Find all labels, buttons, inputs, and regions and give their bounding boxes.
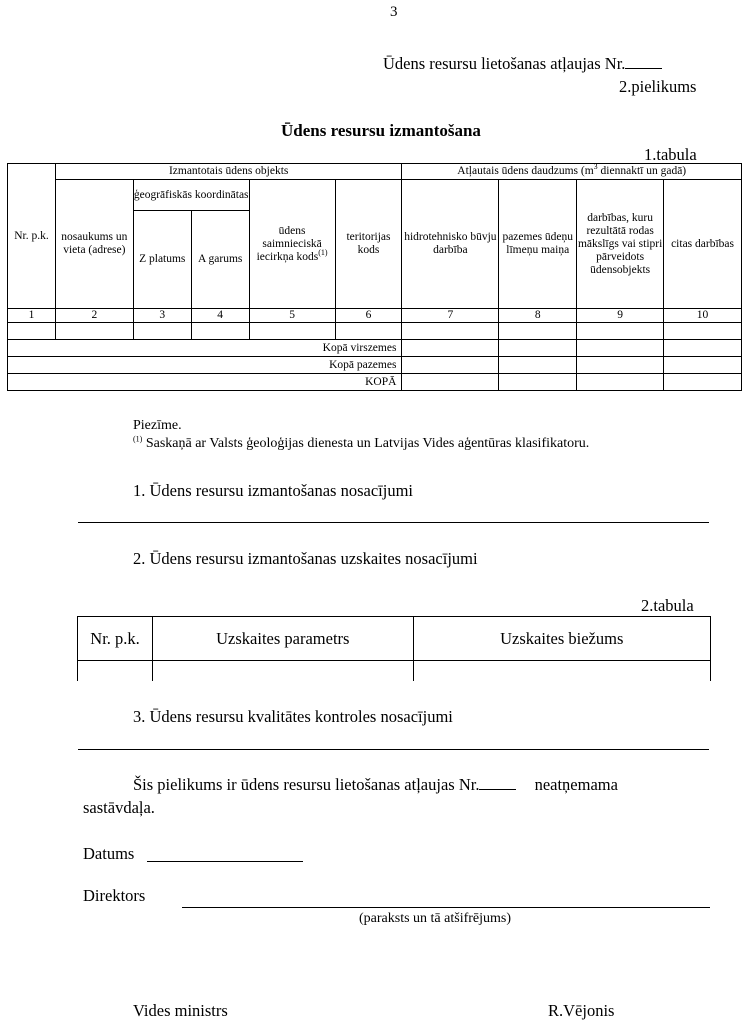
col-header-territory: teritorijas kods xyxy=(335,180,402,309)
col-header-code xyxy=(249,180,335,309)
footnote-text: Saskaņā ar Valsts ģeoloģijas dienesta un Latvijas Vides aģentūras klasifikatoru. xyxy=(142,436,590,451)
metering-table xyxy=(77,616,711,681)
col-header-other: citas darbības xyxy=(664,180,742,309)
footnote xyxy=(133,436,589,452)
table-cell[interactable] xyxy=(413,661,710,681)
table-cell[interactable] xyxy=(664,323,742,340)
section1-entry-line[interactable] xyxy=(78,522,709,523)
amount-prefix: Atļautais ūdens daudzums (m xyxy=(457,165,594,177)
col-header-altered: darbības, kuru rezultātā rodas mākslīgs vai stipri pārveidots ūdensobjekts xyxy=(577,180,664,309)
total-ground-label: Kopā pazemes xyxy=(8,357,402,374)
table-row xyxy=(8,323,742,340)
table-cell[interactable] xyxy=(55,323,133,340)
statement-text-end: neatņemama xyxy=(530,775,618,794)
amount-sup: 3 xyxy=(593,162,598,172)
table-cell[interactable] xyxy=(191,323,249,340)
col-number: 6 xyxy=(335,309,402,323)
col-number: 7 xyxy=(402,309,499,323)
col-number: 4 xyxy=(191,309,249,323)
permit-header-text: Ūdens resursu lietošanas atļaujas Nr. xyxy=(383,54,626,73)
table-cell[interactable] xyxy=(249,323,335,340)
table-cell[interactable] xyxy=(664,357,742,374)
table-cell[interactable] xyxy=(499,357,577,374)
col-header-groundwater: pazemes ūdeņu līmeņu maiņa xyxy=(499,180,577,309)
table-cell[interactable] xyxy=(133,323,191,340)
section3-heading: 3. Ūdens resursu kvalitātes kontroles nosacījumi xyxy=(133,707,453,726)
total-surface-label: Kopā virszemes xyxy=(8,340,402,357)
section3-entry-line[interactable] xyxy=(78,749,709,750)
table-cell[interactable] xyxy=(335,323,402,340)
table-cell[interactable] xyxy=(664,374,742,391)
col-number: 3 xyxy=(133,309,191,323)
col-number: 10 xyxy=(664,309,742,323)
annex-label: 2.pielikums xyxy=(619,77,697,96)
total-row xyxy=(8,340,742,357)
col-header-name: nosaukums un vieta (adrese) xyxy=(55,180,133,309)
table-cell[interactable] xyxy=(577,323,664,340)
col-number: 9 xyxy=(577,309,664,323)
date-field[interactable] xyxy=(147,861,303,862)
statement-line2: sastāvdaļa. xyxy=(83,798,155,817)
table-cell[interactable] xyxy=(402,374,499,391)
date-label: Datums xyxy=(83,844,135,863)
code-sup: (1) xyxy=(318,247,328,257)
col-number: 8 xyxy=(499,309,577,323)
col-header-nr: Nr. p.k. xyxy=(78,617,153,661)
table-cell[interactable] xyxy=(577,340,664,357)
group-header-permitted-amount xyxy=(402,164,742,180)
group-header-water-object: Izmantotais ūdens objekts xyxy=(55,164,402,180)
total-row xyxy=(8,374,742,391)
col-header-frequency: Uzskaites biežums xyxy=(413,617,710,661)
footnote-mark: (1) xyxy=(133,434,143,444)
table-cell[interactable] xyxy=(153,661,413,681)
table-cell[interactable] xyxy=(664,340,742,357)
table-row xyxy=(78,661,711,681)
col-number: 5 xyxy=(249,309,335,323)
water-use-table xyxy=(7,163,742,391)
col-number: 1 xyxy=(8,309,56,323)
signature-caption: (paraksts un tā atšifrējums) xyxy=(359,911,512,926)
minister-name: R.Vējonis xyxy=(548,1001,615,1020)
table-cell[interactable] xyxy=(499,374,577,391)
page-number: 3 xyxy=(390,4,398,20)
table-cell[interactable] xyxy=(402,323,499,340)
col-header-longitude: A garums xyxy=(191,211,249,309)
permit-number-blank[interactable] xyxy=(625,68,662,69)
permit-header-line xyxy=(383,54,662,74)
section1-heading: 1. Ūdens resursu izmantošanas nosacījumi xyxy=(133,481,413,500)
col-number: 2 xyxy=(55,309,133,323)
statement-text: Šis pielikums ir ūdens resursu lietošanas atļaujas Nr. xyxy=(133,775,480,794)
table-cell[interactable] xyxy=(499,323,577,340)
table-cell[interactable] xyxy=(8,323,56,340)
section2-heading: 2. Ūdens resursu izmantošanas uzskaites nosacījumi xyxy=(133,549,478,568)
col-header-parameter: Uzskaites parametrs xyxy=(153,617,413,661)
page-title: Ūdens resursu izmantošana xyxy=(281,121,481,140)
col-header-latitude: Z platums xyxy=(133,211,191,309)
total-label: KOPĀ xyxy=(8,374,402,391)
table-cell[interactable] xyxy=(78,661,153,681)
table-cell[interactable] xyxy=(402,340,499,357)
col-header-geo: ģeogrāfiskās koordinātas xyxy=(133,180,249,211)
col-header-hydro: hidrotehnisko būvju darbība xyxy=(402,180,499,309)
statement-number-blank[interactable] xyxy=(479,789,516,790)
director-label: Direktors xyxy=(83,886,146,905)
amount-suffix: diennaktī un gadā) xyxy=(597,165,687,177)
statement-line1 xyxy=(133,775,618,795)
table2-label: 2.tabula xyxy=(641,596,694,615)
table1-label: 1.tabula xyxy=(644,145,697,164)
director-signature-line[interactable] xyxy=(182,907,710,908)
table-cell[interactable] xyxy=(577,357,664,374)
col-header-nr: Nr. p.k. xyxy=(8,164,56,309)
code-text: ūdens saimnieciskā iecirkņa kods xyxy=(256,224,322,263)
table-cell[interactable] xyxy=(577,374,664,391)
minister-title: Vides ministrs xyxy=(133,1001,228,1020)
table-cell[interactable] xyxy=(499,340,577,357)
note-heading: Piezīme. xyxy=(133,418,182,433)
total-row xyxy=(8,357,742,374)
table-cell[interactable] xyxy=(402,357,499,374)
